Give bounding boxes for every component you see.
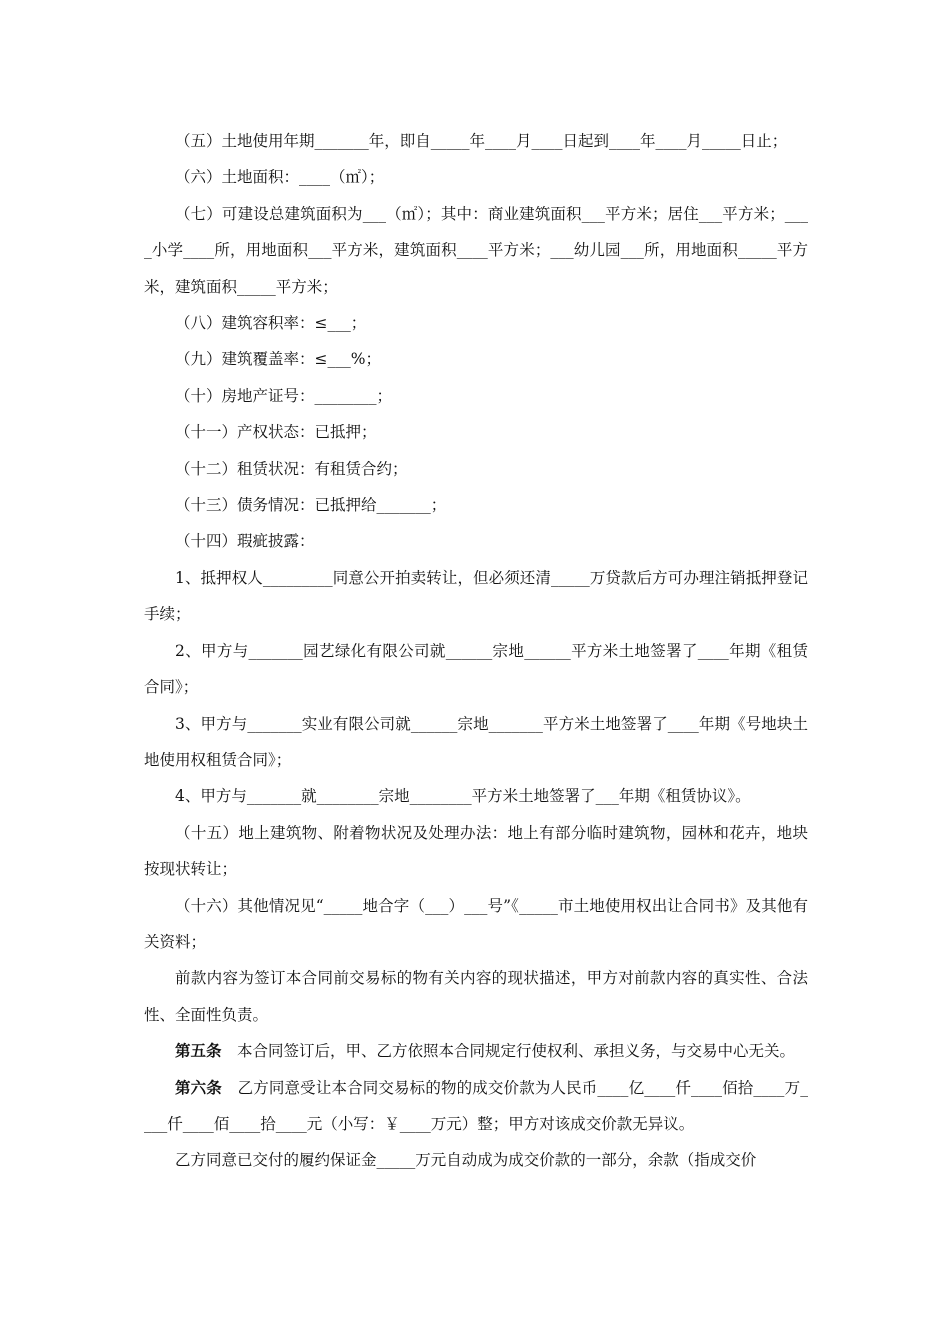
clause-14-defect-disclosure: （十四）瑕疵披露：: [175, 532, 315, 551]
disclosure-item-2: 2、甲方与_______园艺绿化有限公司就______宗地______平方米土地签署了____年期《租赁合同》；: [144, 641, 808, 697]
deposit-paragraph: 乙方同意已交付的履约保证金_____万元自动成为成交价款的一部分，余款（指成交价: [175, 1151, 757, 1170]
disclosure-item-1: 1、抵押权人_________同意公开拍卖转让，但必须还清_____万贷款后方可办理注销抵押登记手续；: [144, 568, 808, 624]
clause-15-structures: （十五）地上建筑物、附着物状况及处理办法：地上有部分临时建筑物，园林和花卉，地块按现状转让；: [144, 823, 808, 879]
clause-9-coverage-ratio: （九）建筑覆盖率：≤___%；: [175, 350, 381, 369]
article-5-text: 本合同签订后，甲、乙方依照本合同规定行使权利、承担义务，与交易中心无关。: [237, 1042, 796, 1061]
clause-16-other-info: （十六）其他情况见“_____地合字（___）___号”《_____市土地使用权出让合同书》及其他有关资料；: [144, 896, 808, 951]
clause-5-land-term: （五）土地使用年期_______年，即自_____年____月____日起到____年____月_____日止；: [175, 132, 788, 150]
disclosure-item-3: 3、甲方与_______实业有限公司就______宗地_______平方米土地签署了____年期《号地块土地使用权租赁合同》；: [144, 714, 808, 769]
article-5: [144, 1033, 808, 1069]
status-description-note: 前款内容为签订本合同前交易标的物有关内容的现状描述，甲方对前款内容的真实性、合法性、全面性负责。: [144, 969, 808, 1024]
clause-6-land-area: （六）土地面积：____（㎡）；: [175, 168, 385, 187]
article-6: [144, 1070, 808, 1143]
clause-8-plot-ratio: （八）建筑容积率：≤___；: [175, 314, 367, 333]
clause-12-lease-status: （十二）租赁状况：有租赁合约；: [175, 459, 408, 478]
article-6-text: 乙方同意受让本合同交易标的物的成交价款为人民币____亿____仟____佰拾____万____仟____佰____拾____元（小写：￥____万元）整；甲方对该成交价款无异议。: [144, 1078, 808, 1133]
clause-7-building-area: （七）可建设总建筑面积为___（㎡）；其中：商业建筑面积___平方米；居住___平方米；____小学____所，用地面积___平方米，建筑面积____平方米；___幼儿园___所，用地面积_____平方米，建筑面积_____平方米；: [144, 204, 808, 296]
article-5-label: 第五条: [175, 1041, 222, 1061]
clause-11-ownership-status: （十一）产权状态：已抵押；: [175, 423, 377, 442]
article-6-label: 第六条: [175, 1077, 222, 1097]
clause-10-certificate-number: （十）房地产证号：________；: [175, 386, 393, 405]
disclosure-item-4: 4、甲方与_______就________宗地________平方米土地签署了___年期《租赁协议》。: [175, 787, 751, 806]
clause-13-debt-status: （十三）债务情况：已抵押给_______；: [175, 496, 447, 515]
document-body: [144, 123, 808, 1179]
